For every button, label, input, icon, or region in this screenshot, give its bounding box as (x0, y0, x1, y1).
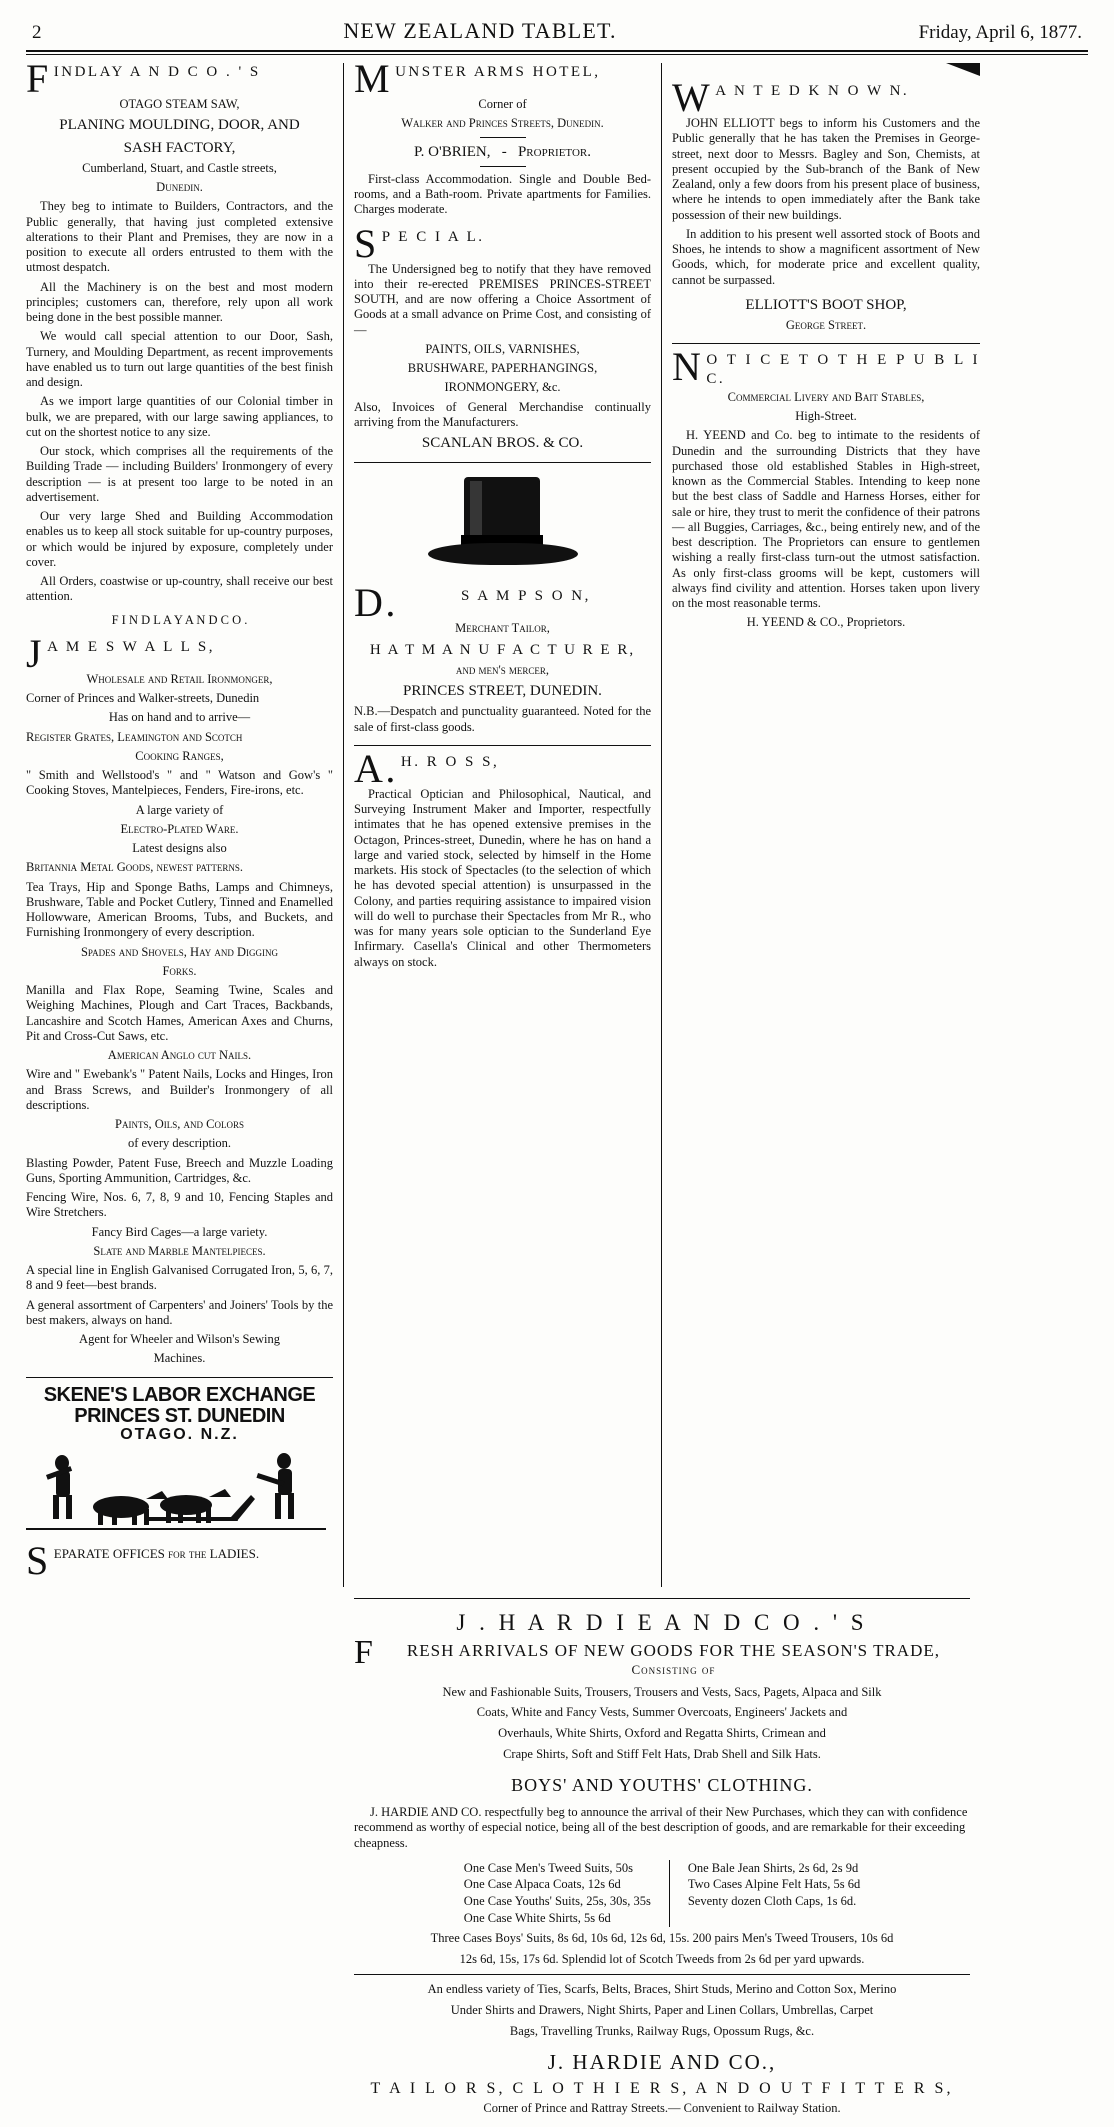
dateline: Friday, April 6, 1877. (918, 22, 1082, 43)
wanted-p1: JOHN ELLIOTT begs to inform his Customers and the Public generally that he has taken the Premises in George-street, next door to Messrs. Bagley and Son, Chemists, at present occupied by the Sub-branch of the Bank of New Zealand, only a few doors from his present place of business, where he intends to open immediately after the Bank take possession of their new buildings. (672, 116, 980, 222)
skene-logo (26, 1385, 333, 1444)
findlay-p2: All the Machinery is on the best and most modern principles; customers can, therefore, rely upon all work being done in the best possible manner. (26, 279, 333, 325)
ad-skene-labor-exchange (26, 1385, 333, 1578)
price-item: One Case Youths' Suits, 25s, 30s, 35s (463, 1894, 651, 1909)
top-hat-icon (428, 477, 578, 577)
bottom-section (26, 1587, 1088, 2117)
price-column-right (670, 1860, 878, 1928)
ross-p1: Practical Optician and Philosophical, Nautical, and Surveying Instrument Maker and Importer, respectfully intimates that he has opened extensive premises in the Octagon, Princes-street, Dunedin, where he has on hand a large and varied stock, selected by himself in the Home markets. His stock of Spectacles (to the selection of which he has devoted special attention) is unsurpassed in the Colony, and parties requiring assistance to impaired vision will do well to purchase their Spectacles from Mr R., who was for many years sole optician to the Sunderland Eye Infirmary. Casella's Clinical and other Thermometers always on stock. (354, 786, 651, 969)
hardie-subheading-text: RESH ARRIVALS OF NEW GOODS FOR THE SEASON'S TRADE, (406, 1641, 940, 1661)
walls-line15: of every description. (127, 1136, 232, 1151)
elliott-street: George Street. (785, 318, 867, 333)
special-name: P E C I A L. (381, 228, 485, 245)
hardie-dropcap: F (354, 1634, 374, 1672)
divider (354, 1974, 970, 1975)
findlay-p3: We would call special attention to our Door, Sash, Turnery, and Moulding Department, as recent improvements have enabled us to turn out large quantities of the best finish and design. (26, 329, 333, 390)
findlay-p1: They beg to intimate to Builders, Contractors, and the Public generally, that having just completed extensive alterations to their Plant and Premises, they are now in a position to execute all orders entrusted to them with the utmost despatch. (26, 199, 333, 275)
decorative-wedge-icon (946, 63, 980, 76)
walls-line3: Corner of Princes and Walker-streets, Dunedin (26, 691, 260, 706)
walls-line18: Agent for Wheeler and Wilson's Sewing (79, 1332, 280, 1347)
hardie-p1: J. HARDIE AND CO. respectfully beg to announce the arrival of their New Purchases, which they can with confidence recommend as worthy of especial notice, being all of the best description of goods, and are remarkable for their exceeding cheapness. (354, 1804, 968, 1850)
divider (480, 166, 526, 167)
munster-proprietor-role: Proprietor. (517, 143, 591, 160)
walls-p4: Wire and " Ewebank's " Patent Nails, Locks and Hinges, Iron and Brass Screws, and Builder's Ironmongery of all descriptions. (26, 1067, 333, 1112)
walls-p5: Blasting Powder, Patent Fuse, Breech and Muzzle Loading Guns, Sporting Ammunition, Cartridges, &c. (26, 1155, 333, 1185)
sampson-line4: and men's mercer, (455, 662, 550, 677)
yeend-signature: H. YEEND & CO., Proprietors. (746, 615, 906, 630)
ad-findlay (26, 63, 333, 628)
findlay-p6: Our very large Shed and Building Accommodation enables us to keep all stock suitable for up-country purposes, or which would be injured by exposure, completely under cover. (26, 509, 333, 569)
notice-p1: H. YEEND and Co. beg to intimate to the residents of Dunedin and the surrounding Districts that they have purchased those old established Stables in High-street, known as the Commercial Stables. Intending to keep none but the best class of Saddle and Harness Horses, either for sale or hire, they trust to merit the confidence of their patrons — all Buggies, Carriages, &c., being entirely new, and of the best description. The Proprietors can ensure to gentlemen wishing a really first-class turn-out the utmost satisfaction. As only first-class grooms will be kept, customers will always find civility and attention. Horses taken upon livery on the most reasonable terms. (672, 428, 980, 611)
skene-line2: PRINCES ST. DUNEDIN (74, 1404, 285, 1427)
notice-title (672, 351, 980, 388)
skene-line3: OTAGO. N.Z. (120, 1425, 239, 1443)
walls-line19: Machines. (153, 1351, 206, 1366)
walls-line6: Cooking Ranges, (135, 748, 224, 763)
masthead (26, 18, 1088, 48)
special-p1: The Undersigned beg to notify that they have removed into their re-erected PREMISES PRINCES-STREET SOUTH, and are now offering a Choice Assortment of Goods at a small advance on Prime Cost, and consisting of— (354, 261, 651, 337)
findlay-line5: Cumberland, Stuart, and Castle streets, (82, 160, 277, 175)
ad-d-sampson (354, 477, 651, 735)
notice-name: O T I C E T O T H E P U B L I C. (706, 352, 980, 387)
walls-p6: Fencing Wire, Nos. 6, 7, 8, 9 and 10, Fencing Staples and Wire Stretchers. (26, 1190, 333, 1220)
sampson-dropcap: D. (354, 587, 398, 620)
walls-p2: Tea Trays, Hip and Sponge Baths, Lamps and Chimneys, Brushware, Table and Pocket Cutlery, Tinned and Enamelled Hollowware, American Brooms, Tubs, and Buckets, and Furnishing Ironmongery of every description. (26, 879, 333, 940)
walls-line5: Register Grates, Leamington and Scotch (26, 729, 243, 744)
munster-dropcap: M (354, 63, 393, 95)
divider (480, 137, 526, 138)
hardie-goods-1: New and Fashionable Suits, Trousers, Trousers and Vests, Sacs, Pagets, Alpaca and Silk (442, 1684, 882, 1699)
walls-p8: A general assortment of Carpenters' and Joiners' Tools by the best makers, always on hand. (26, 1297, 333, 1327)
divider (354, 462, 651, 463)
masthead-rule (26, 50, 1088, 55)
munster-line3: Walker and Princes Streets, Dunedin. (401, 116, 604, 131)
notice-line2: Commercial Livery and Bait Stables, (727, 389, 925, 404)
notice-dropcap: N (672, 351, 704, 388)
ad-wanted-known-elliott (672, 82, 980, 333)
sampson-p1: N.B.—Despatch and punctuality guaranteed. Noted for the sale of first-class goods. (354, 704, 651, 734)
walls-p7: A special line in English Galvanised Corrugated Iron, 5, 6, 7, 8 and 9 feet—best brands. (26, 1263, 333, 1293)
sampson-line3: H A T M A N U F A C T U R E R, (369, 641, 636, 658)
walls-line9: Latest designs also (132, 841, 227, 856)
walls-line17: Slate and Marble Mantelpieces. (93, 1243, 266, 1258)
findlay-p5: Our stock, which comprises all the requirements of the Building Trade — including Builders' Ironmongery of every description — is at present too large to be noted in an advertisement. (26, 444, 333, 504)
ad-james-walls (26, 638, 333, 1367)
price-item: One Case Alpaca Coats, 12s 6d (463, 1877, 621, 1892)
findlay-line4: SASH FACTORY, (123, 139, 236, 156)
ad-a-h-ross (354, 753, 651, 970)
findlay-line2: OTAGO STEAM SAW, (119, 97, 240, 111)
hardie-prices-full-1: Three Cases Boys' Suits, 8s 6d, 10s 6d, 12s 6d, 15s. 200 pairs Men's Tweed Trousers, 10s 6d (430, 1931, 894, 1946)
hardie-goods-4: Crape Shirts, Soft and Stiff Felt Hats, Drab Shell and Silk Hats. (503, 1746, 821, 1761)
findlay-title (26, 63, 333, 95)
walls-line11: Spades and Shovels, Hay and Digging (80, 944, 279, 959)
column-2 (344, 63, 662, 1587)
divider (26, 1377, 333, 1378)
price-item: Two Cases Alpine Felt Hats, 5s 6d (687, 1877, 861, 1892)
price-item: Seventy dozen Cloth Caps, 1s 6d. (687, 1894, 857, 1909)
munster-dash: - (501, 143, 507, 160)
hardie-footer-address: Corner of Prince and Rattray Streets.— Convenient to Railway Station. (483, 2101, 841, 2116)
walls-line4: Has on hand and to arrive— (108, 710, 251, 725)
findlay-dropcap: F (26, 63, 51, 95)
column-3 (662, 63, 980, 1587)
divider (354, 745, 651, 746)
hardie-heading: J . H A R D I E A N D C O . ' S (456, 1610, 868, 1636)
page-title: NEW ZEALAND TABLET. (343, 18, 617, 43)
wanted-p2: In addition to his present well assorted stock of Boots and Shoes, he intends to show a magnificent assortment of New Goods, which, for moderate price and excellent quality, cannot be surpassed. (672, 226, 980, 287)
skene-footer-dropcap: S (26, 1545, 51, 1578)
elliott-signature: ELLIOTT'S BOOT SHOP, (745, 296, 907, 313)
findlay-p7: All Orders, coastwise or up-country, shall receive our best attention. (26, 574, 333, 604)
ross-title (354, 753, 651, 785)
sampson-name: S A M P S O N, (460, 588, 591, 605)
findlay-line3: PLANING MOULDING, DOOR, AND (59, 117, 300, 134)
divider (354, 1598, 970, 1599)
wanted-title (672, 82, 980, 114)
walls-p1: " Smith and Wellstood's " and " Watson and Gow's " Cooking Stoves, Mantelpieces, Fenders, Fire-irons, etc. (26, 768, 333, 798)
bottom-spacer (26, 1587, 344, 2117)
walls-line16: Fancy Bird Cages—a large variety. (91, 1224, 268, 1239)
walls-line13: American Anglo cut Nails. (107, 1048, 252, 1063)
notice-line3: High-Street. (795, 409, 857, 424)
hardie-consisting: Consisting of (631, 1662, 716, 1678)
findlay-signature: F I N D L A Y A N D C O . (111, 612, 248, 627)
hardie-price-table (354, 1860, 970, 1928)
hardie-variety-1: An endless variety of Ties, Scarfs, Belts, Braces, Shirt Studs, Merino and Cotton Sox, Merino (427, 1982, 897, 1997)
walls-p3: Manilla and Flax Rope, Seaming Twine, Scales and Weighing Machines, Plough and Cart Traces, Backbands, Lancashire and Scotch Hames, American Axes and Churns, Pit and Cross-Cut Saws, etc. (26, 983, 333, 1043)
plough-illustration-icon (26, 1447, 333, 1537)
munster-proprietor (354, 143, 651, 161)
hardie-variety-2: Under Shirts and Drawers, Night Shirts, Paper and Linen Collars, Umbrellas, Carpet (450, 2002, 874, 2017)
walls-line12: Forks. (162, 963, 197, 978)
special-signature: SCANLAN BROS. & CO. (421, 435, 584, 452)
price-item: One Case White Shirts, 5s 6d (463, 1911, 611, 1926)
findlay-name: INDLAY A N D C O . ' S (53, 64, 261, 80)
ad-munster-arms-hotel (354, 63, 651, 218)
hardie-variety-3: Bags, Travelling Trunks, Railway Rugs, Opossum Rugs, &c. (509, 2023, 815, 2038)
munster-p1: First-class Accommodation. Single and Double Bed-rooms, and a Bath-room. Private apartments for Families. Charges moderate. (354, 171, 651, 217)
divider (672, 343, 980, 344)
skene-line1: SKENE'S LABOR EXCHANGE (43, 1383, 316, 1406)
munster-proprietor-name: P. O'BRIEN, (414, 143, 491, 160)
hardie-footer-name: J. HARDIE AND CO., (547, 2050, 777, 2075)
wanted-dropcap: W (672, 82, 713, 114)
walls-line7: A large variety of (135, 802, 224, 817)
special-list1: PAINTS, OILS, VARNISHES, (425, 341, 580, 356)
column-1 (26, 63, 344, 1587)
price-column-left (446, 1860, 670, 1928)
price-item: One Case Men's Tweed Suits, 50s (463, 1860, 633, 1875)
findlay-line6: Dunedin. (156, 180, 203, 195)
hardie-goods-3: Overhauls, White Shirts, Oxford and Regatta Shirts, Crimean and (498, 1725, 826, 1740)
walls-line10: Britannia Metal Goods, newest patterns. (26, 860, 243, 875)
hardie-goods-2: Coats, White and Fancy Vests, Summer Overcoats, Engineers' Jackets and (476, 1705, 848, 1720)
munster-name: UNSTER ARMS HOTEL, (395, 64, 601, 80)
walls-line2: Wholesale and Retail Ironmonger, (86, 671, 273, 686)
munster-title (354, 63, 651, 95)
column-layout (26, 63, 1088, 1587)
walls-dropcap: J (26, 637, 45, 670)
ross-dropcap: A. (354, 752, 398, 785)
munster-line2: Corner of (478, 97, 527, 111)
ross-name: H. R O S S, (400, 753, 500, 770)
special-p2: Also, Invoices of General Merchandise continually arriving from the Manufacturers. (354, 399, 651, 429)
page-number: 2 (32, 22, 42, 43)
price-item: One Bale Jean Shirts, 2s 6d, 2s 9d (687, 1860, 859, 1875)
hardie-boys-heading: BOYS' AND YOUTHS' CLOTHING. (511, 1775, 813, 1796)
walls-line14: Paints, Oils, and Colors (115, 1117, 244, 1132)
ad-j-hardie-and-co (344, 1587, 980, 2117)
special-title (354, 228, 651, 260)
walls-line8: Electro-Plated Ware. (120, 821, 239, 836)
hardie-prices-full-2: 12s 6d, 15s, 17s 6d. Splendid lot of Scotch Tweeds from 2s 6d per yard upwards. (459, 1951, 865, 1966)
sampson-line5: PRINCES STREET, DUNEDIN. (403, 683, 602, 700)
skene-footer (26, 1545, 333, 1577)
findlay-p4: As we import large quantities of our Colonial timber in bulk, we are prepared, with our large sawing appliances, to cut on the shortest notice to any size. (26, 394, 333, 439)
ad-special-scanlan-bros (354, 228, 651, 453)
skene-footer-text: EPARATE OFFICES for the LADIES. (53, 1546, 260, 1562)
special-dropcap: S (354, 227, 379, 260)
walls-name: A M E S W A L L S, (47, 638, 216, 655)
special-list3: IRONMONGERY, &c. (444, 380, 561, 395)
sampson-line2: Merchant Tailor, (455, 621, 550, 636)
wanted-name: A N T E D K N O W N. (715, 83, 910, 99)
hardie-footer-trades: T A I L O R S, C L O T H I E R S, A N D O U T F I T T E R S, (370, 2080, 954, 2098)
sampson-title (354, 587, 651, 619)
ad-notice-to-the-public-yeend (672, 351, 980, 630)
special-list2: BRUSHWARE, PAPERHANGINGS, (407, 361, 598, 376)
walls-title (26, 638, 333, 670)
